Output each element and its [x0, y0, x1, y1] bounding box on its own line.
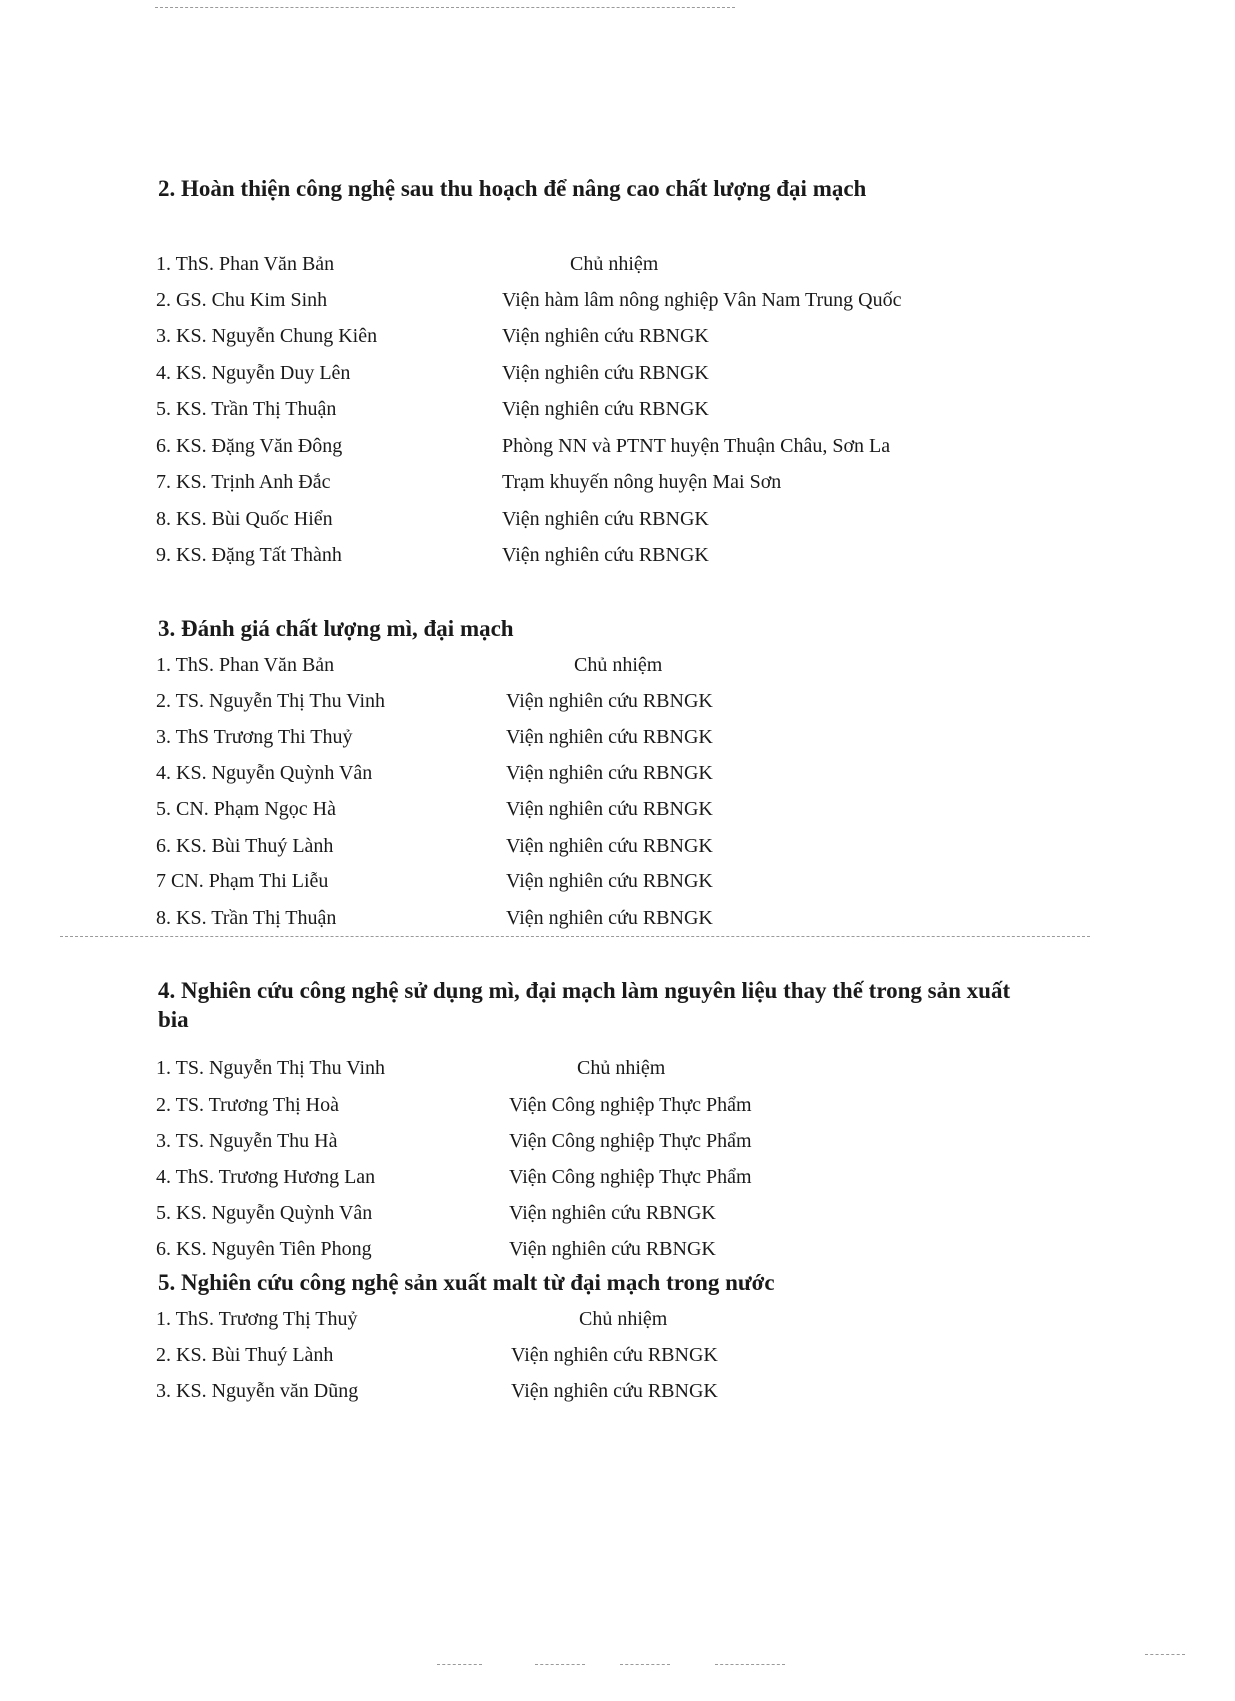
scan-artifact-bottom-3 — [620, 1664, 670, 1665]
member-org: Viện nghiên cứu RBNGK — [506, 690, 713, 712]
scan-artifact-middle — [60, 936, 1090, 937]
section-title: 4. Nghiên cứu công nghệ sử dụng mì, đại mạch làm nguyên liệu thay thế trong sản xuất bia — [158, 978, 1011, 1032]
member-org: Viện nghiên cứu RBNGK — [506, 762, 713, 784]
member-org: Viện nghiên cứu RBNGK — [509, 1238, 716, 1260]
member-name: 3. KS. Nguyễn Chung Kiên — [156, 325, 378, 347]
member-name: 6. KS. Bùi Thuý Lành — [156, 835, 334, 857]
scan-artifact-top — [155, 7, 735, 8]
member-org: Viện nghiên cứu RBNGK — [509, 1202, 716, 1224]
member-name: 1. ThS. Phan Văn Bản — [156, 654, 335, 676]
section-title: 2. Hoàn thiện công nghệ sau thu hoạch để nâng cao chất lượng đại mạch — [158, 176, 867, 201]
member-name: 4. KS. Nguyễn Duy Lên — [156, 362, 351, 384]
member-org: Trạm khuyến nông huyện Mai Sơn — [502, 471, 782, 493]
member-name: 2. TS. Trương Thị Hoà — [156, 1094, 339, 1116]
member-org: Viện nghiên cứu RBNGK — [502, 398, 709, 420]
member-name: 4. ThS. Trương Hương Lan — [156, 1166, 376, 1188]
member-org: Viện nghiên cứu RBNGK — [511, 1380, 718, 1402]
member-name: 6. KS. Nguyên Tiên Phong — [156, 1238, 372, 1260]
member-name: 6. KS. Đặng Văn Đông — [156, 435, 343, 457]
member-org: Phòng NN và PTNT huyện Thuận Châu, Sơn La — [502, 435, 891, 457]
member-org: Viện nghiên cứu RBNGK — [506, 835, 713, 857]
member-name: 3. ThS Trương Thi Thuỷ — [156, 726, 353, 748]
member-name: 2. TS. Nguyễn Thị Thu Vinh — [156, 690, 386, 712]
member-name: 5. CN. Phạm Ngọc Hà — [156, 798, 336, 820]
member-name: 1. TS. Nguyễn Thị Thu Vinh — [156, 1057, 386, 1079]
member-name: 1. ThS. Trương Thị Thuỷ — [156, 1308, 358, 1330]
scan-artifact-bottom-4 — [715, 1664, 785, 1665]
member-org: Viện nghiên cứu RBNGK — [506, 870, 713, 892]
member-role: Chủ nhiệm — [579, 1308, 668, 1330]
member-org: Viện hàm lâm nông nghiệp Vân Nam Trung Quốc — [502, 289, 902, 311]
member-name: 5. KS. Trần Thị Thuận — [156, 398, 337, 420]
member-name: 7. KS. Trịnh Anh Đắc — [156, 471, 331, 493]
member-name: 3. KS. Nguyễn văn Dũng — [156, 1380, 359, 1402]
member-role: Chủ nhiệm — [577, 1057, 666, 1079]
member-name: 7 CN. Phạm Thi Liễu — [156, 870, 329, 892]
member-name: 9. KS. Đặng Tất Thành — [156, 544, 342, 566]
member-name: 2. GS. Chu Kim Sinh — [156, 289, 328, 311]
member-org: Viện nghiên cứu RBNGK — [506, 726, 713, 748]
scan-artifact-bottom-1 — [437, 1664, 482, 1665]
member-org: Viện nghiên cứu RBNGK — [502, 508, 709, 530]
member-name: 1. ThS. Phan Văn Bản — [156, 253, 335, 275]
member-org: Viện Công nghiệp Thực Phẩm — [509, 1094, 752, 1116]
member-role: Chủ nhiệm — [570, 253, 659, 275]
member-name: 5. KS. Nguyễn Quỳnh Vân — [156, 1202, 373, 1224]
member-name: 4. KS. Nguyễn Quỳnh Vân — [156, 762, 373, 784]
section-title: 3. Đánh giá chất lượng mì, đại mạch — [158, 616, 514, 641]
member-name: 8. KS. Bùi Quốc Hiển — [156, 508, 333, 530]
member-org: Viện nghiên cứu RBNGK — [506, 907, 713, 929]
section-title: 5. Nghiên cứu công nghệ sản xuất malt từ đại mạch trong nước — [158, 1270, 775, 1295]
scan-artifact-bottom-5 — [1145, 1654, 1185, 1655]
member-org: Viện nghiên cứu RBNGK — [506, 798, 713, 820]
member-name: 3. TS. Nguyễn Thu Hà — [156, 1130, 338, 1152]
scan-artifact-bottom-2 — [535, 1664, 585, 1665]
member-role: Chủ nhiệm — [574, 654, 663, 676]
member-org: Viện nghiên cứu RBNGK — [502, 325, 709, 347]
member-org: Viện nghiên cứu RBNGK — [502, 362, 709, 384]
member-org: Viện nghiên cứu RBNGK — [502, 544, 709, 566]
member-org: Viện Công nghiệp Thực Phẩm — [509, 1166, 752, 1188]
member-name: 2. KS. Bùi Thuý Lành — [156, 1344, 334, 1366]
member-org: Viện Công nghiệp Thực Phẩm — [509, 1130, 752, 1152]
member-name: 8. KS. Trần Thị Thuận — [156, 907, 337, 929]
member-org: Viện nghiên cứu RBNGK — [511, 1344, 718, 1366]
